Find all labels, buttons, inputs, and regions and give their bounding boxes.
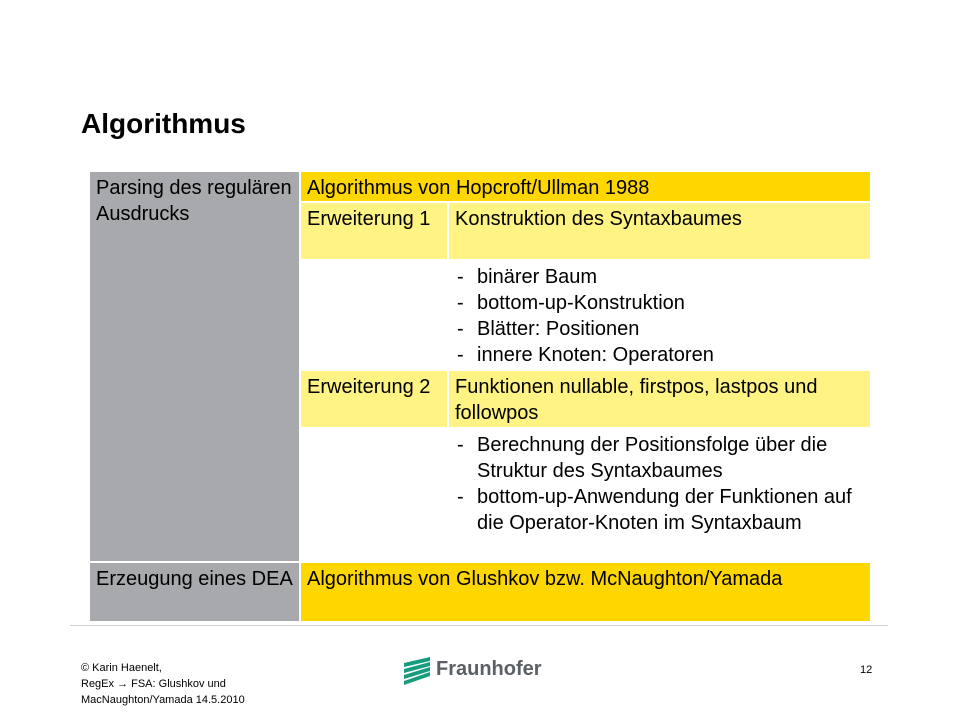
footer-line: RegEx → FSA: Glushkov und <box>81 678 226 690</box>
cell-glushkov: Algorithmus von Glushkov bzw. McNaughton/Yamada <box>301 563 870 621</box>
footer-line: MacNaughton/Yamada 14.5.2010 <box>81 694 245 706</box>
bullet-item: - binärer Baum <box>457 266 598 288</box>
bullet-item: - bottom-up-Konstruktion <box>457 292 685 314</box>
page-title: Algorithmus <box>81 108 246 139</box>
cell-ext1-text: Konstruktion des Syntaxbaumes <box>449 203 870 259</box>
fraunhofer-wordmark: Fraunhofer <box>436 658 542 680</box>
cell-ext1-label: Erweiterung 1 <box>301 203 447 259</box>
cell-ext1-bullets <box>449 261 870 369</box>
footer-divider <box>70 625 888 626</box>
cell-empty-1 <box>301 261 447 369</box>
cell-parsing: Parsing des regulären Ausdrucks <box>90 172 299 561</box>
algorithm-table <box>90 172 870 621</box>
bullet-item: - Berechnung der Positionsfolge über die Struktur des Syntaxbaumes <box>457 434 828 482</box>
cell-ext2-text: Funktionen nullable, firstpos, lastpos und followpos <box>449 371 870 427</box>
cell-ext2-bullets <box>449 429 870 561</box>
page-number: 12 <box>860 664 873 676</box>
footer-copyright <box>81 660 341 708</box>
fraunhofer-logo-icon <box>402 655 432 685</box>
cell-erzeugung: Erzeugung eines DEA <box>90 563 299 621</box>
bullet-item: - bottom-up-Anwendung der Funktionen auf die Operator-Knoten im Syntaxbaum <box>457 486 852 534</box>
footer-line: © Karin Haenelt, <box>81 662 162 674</box>
bullet-item: - innere Knoten: Operatoren <box>457 344 714 366</box>
cell-ext2-label: Erweiterung 2 <box>301 371 447 427</box>
cell-empty-2 <box>301 429 447 561</box>
bullet-item: - Blätter: Positionen <box>457 318 640 340</box>
fraunhofer-logo <box>402 655 542 685</box>
cell-hopcroft-ullman: Algorithmus von Hopcroft/Ullman 1988 <box>301 172 870 201</box>
